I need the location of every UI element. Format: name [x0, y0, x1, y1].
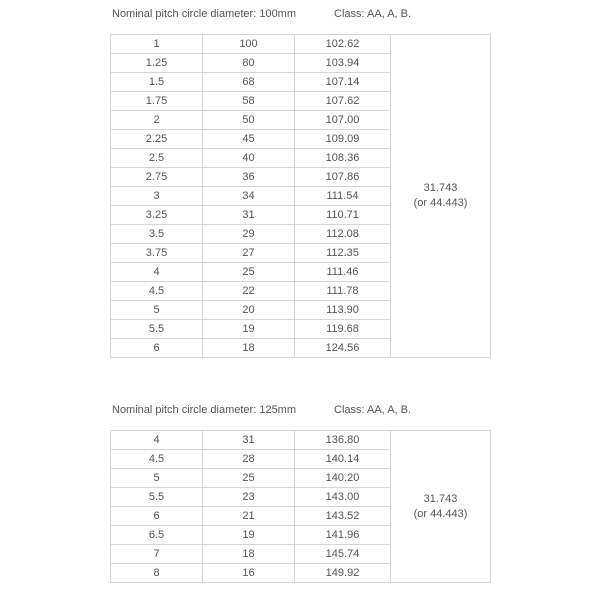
- teeth-count-cell: 31: [203, 431, 295, 450]
- teeth-count-cell: 22: [203, 282, 295, 301]
- spec-table-100mm: [110, 34, 491, 358]
- teeth-count-cell: 19: [203, 526, 295, 545]
- module-cell: 4: [111, 263, 203, 282]
- outside-diameter-cell: 113.90: [295, 301, 391, 320]
- outside-diameter-cell: 112.35: [295, 244, 391, 263]
- teeth-count-cell: 21: [203, 507, 295, 526]
- teeth-count-cell: 31: [203, 206, 295, 225]
- teeth-count-cell: 23: [203, 488, 295, 507]
- bore-diameter-value: 31.743: [423, 182, 458, 194]
- outside-diameter-cell: 102.62: [295, 35, 391, 54]
- outside-diameter-cell: 111.54: [295, 187, 391, 206]
- teeth-count-cell: 58: [203, 92, 295, 111]
- bore-diameter-alt-value: (or 44.443): [413, 197, 468, 209]
- outside-diameter-cell: 149.92: [295, 564, 391, 583]
- outside-diameter-cell: 107.62: [295, 92, 391, 111]
- bore-diameter-value: 31.743: [423, 492, 458, 505]
- outside-diameter-cell: 107.14: [295, 73, 391, 92]
- outside-diameter-cell: 103.94: [295, 54, 391, 73]
- teeth-count-cell: 25: [203, 263, 295, 282]
- teeth-count-cell: 29: [203, 225, 295, 244]
- teeth-count-cell: 68: [203, 73, 295, 92]
- bore-diameter-cell: [391, 431, 491, 583]
- teeth-count-cell: 100: [203, 35, 295, 54]
- module-cell: 2.75: [111, 168, 203, 187]
- module-cell: 2.25: [111, 130, 203, 149]
- module-cell: 3.5: [111, 225, 203, 244]
- module-cell: 6.5: [111, 526, 203, 545]
- module-cell: 3: [111, 187, 203, 206]
- outside-diameter-cell: 143.52: [295, 507, 391, 526]
- module-cell: 5.5: [111, 488, 203, 507]
- outside-diameter-cell: 109.09: [295, 130, 391, 149]
- spec-table-body: [111, 35, 491, 358]
- teeth-count-cell: 28: [203, 450, 295, 469]
- module-cell: 1.75: [111, 92, 203, 111]
- section-caption: [112, 8, 412, 20]
- module-cell: 7: [111, 545, 203, 564]
- outside-diameter-cell: 107.86: [295, 168, 391, 187]
- module-cell: 4.5: [111, 450, 203, 469]
- class-label: Class: AA, A, B.: [334, 8, 412, 20]
- outside-diameter-cell: 140.20: [295, 469, 391, 488]
- teeth-count-cell: 25: [203, 469, 295, 488]
- teeth-count-cell: 20: [203, 301, 295, 320]
- teeth-count-cell: 27: [203, 244, 295, 263]
- outside-diameter-cell: 145.74: [295, 545, 391, 564]
- module-cell: 3.25: [111, 206, 203, 225]
- module-cell: 4: [111, 431, 203, 450]
- pitch-diameter-label: Nominal pitch circle diameter: 100mm: [112, 8, 297, 20]
- outside-diameter-cell: 111.78: [295, 282, 391, 301]
- module-cell: 1.25: [111, 54, 203, 73]
- bore-diameter-cell: [391, 35, 491, 358]
- outside-diameter-cell: 124.56: [295, 339, 391, 358]
- module-cell: 5: [111, 469, 203, 488]
- outside-diameter-cell: 136.80: [295, 431, 391, 450]
- teeth-count-cell: 80: [203, 54, 295, 73]
- module-cell: 1.5: [111, 73, 203, 92]
- outside-diameter-cell: 107.00: [295, 111, 391, 130]
- module-cell: 5.5: [111, 320, 203, 339]
- module-cell: 2: [111, 111, 203, 130]
- module-cell: 1: [111, 35, 203, 54]
- outside-diameter-cell: 112.08: [295, 225, 391, 244]
- module-cell: 4.5: [111, 282, 203, 301]
- teeth-count-cell: 18: [203, 545, 295, 564]
- teeth-count-cell: 45: [203, 130, 295, 149]
- bore-diameter-alt-value: (or 44.443): [413, 507, 468, 520]
- module-cell: 6: [111, 339, 203, 358]
- module-cell: 3.75: [111, 244, 203, 263]
- class-label: Class: AA, A, B.: [334, 404, 412, 416]
- teeth-count-cell: 34: [203, 187, 295, 206]
- outside-diameter-cell: 108.36: [295, 149, 391, 168]
- outside-diameter-cell: 143.00: [295, 488, 391, 507]
- section-caption: [112, 404, 412, 416]
- teeth-count-cell: 16: [203, 564, 295, 583]
- outside-diameter-cell: 110.71: [295, 206, 391, 225]
- table-row: [111, 431, 491, 450]
- teeth-count-cell: 40: [203, 149, 295, 168]
- teeth-count-cell: 19: [203, 320, 295, 339]
- teeth-count-cell: 18: [203, 339, 295, 358]
- table-row: [111, 35, 491, 54]
- pitch-diameter-label: Nominal pitch circle diameter: 125mm: [112, 404, 297, 416]
- spec-table-125mm: [110, 430, 491, 583]
- teeth-count-cell: 36: [203, 168, 295, 187]
- spec-table-body: [111, 431, 491, 583]
- teeth-count-cell: 50: [203, 111, 295, 130]
- module-cell: 8: [111, 564, 203, 583]
- outside-diameter-cell: 140.14: [295, 450, 391, 469]
- module-cell: 6: [111, 507, 203, 526]
- outside-diameter-cell: 141.96: [295, 526, 391, 545]
- outside-diameter-cell: 119.68: [295, 320, 391, 339]
- outside-diameter-cell: 111.46: [295, 263, 391, 282]
- module-cell: 5: [111, 301, 203, 320]
- module-cell: 2.5: [111, 149, 203, 168]
